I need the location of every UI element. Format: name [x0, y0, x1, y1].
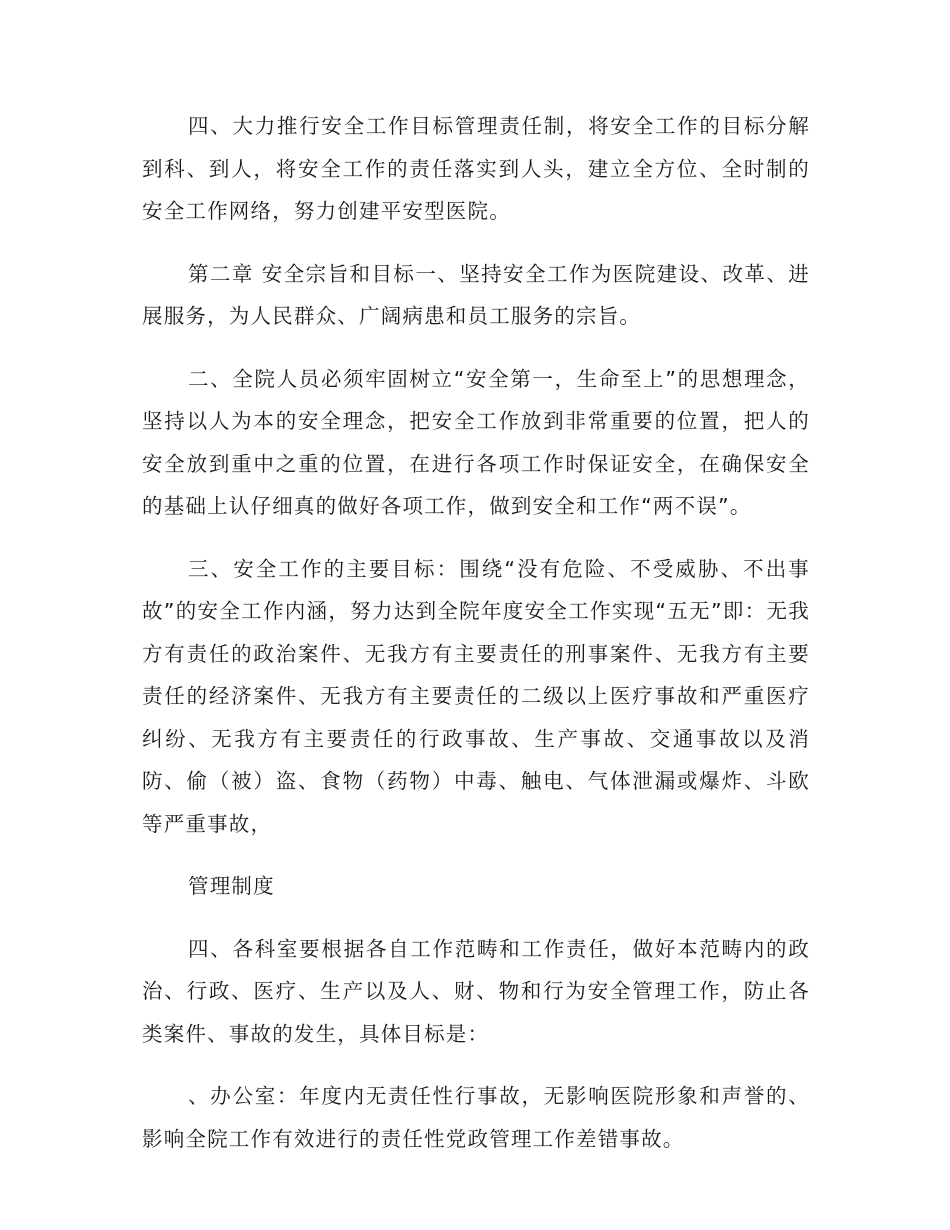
- paragraph-office-goal: 、办公室：年度内无责任性行事故，无影响医院形象和声誉的、影响全院工作有效进行的责任性党政管理工作差错事故。: [142, 1084, 810, 1151]
- paragraph-main-goals: 三、安全工作的主要目标：围绕“没有危险、不受威胁、不出事故”的安全工作内涵，努力达到全院年度安全工作实现“五无”即：无我方有责任的政治案件、无我方有主要责任的刑事案件、无我方有主要责任的经济案件、无我方有主要责任的二级以上医疗事故和严重医疗纠纷、无我方有主要责任的行政事故、生产事故、交通事故以及消防、偷（被）盗、食物（药物）中毒、触电、气体泄漏或爆炸、斗欧等严重事故，: [142, 556, 810, 836]
- section-heading-management-system: 管理制度: [188, 874, 275, 898]
- paragraph-department-duties: 四、各科室要根据各自工作范畴和工作责任，做好本范畴内的政治、行政、医疗、生产以及人、财、物和行为安全管理工作，防止各类案件、事故的发生，具体目标是：: [142, 936, 810, 1046]
- paragraph-target-responsibility: 四、大力推行安全工作目标管理责任制，将安全工作的目标分解到科、到人，将安全工作的责任落实到人头，建立全方位、全时制的安全工作网络，努力创建平安型医院。: [142, 114, 810, 223]
- paragraph-chapter-two-purpose: 第二章 安全宗旨和目标一、坚持安全工作为医院建设、改革、进展服务，为人民群众、广阔病患和员工服务的宗旨。: [142, 261, 810, 328]
- paragraph-safety-first: 二、全院人员必须牢固树立“安全第一，生命至上”的思想理念，坚持以人为本的安全理念，把安全工作放到非常重要的位置，把人的安全放到重中之重的位置，在进行各项工作时保证安全，在确保安全的基础上认仔细真的做好各项工作，做到安全和工作“两不误”。: [142, 366, 810, 518]
- document-body: [142, 105, 810, 1180]
